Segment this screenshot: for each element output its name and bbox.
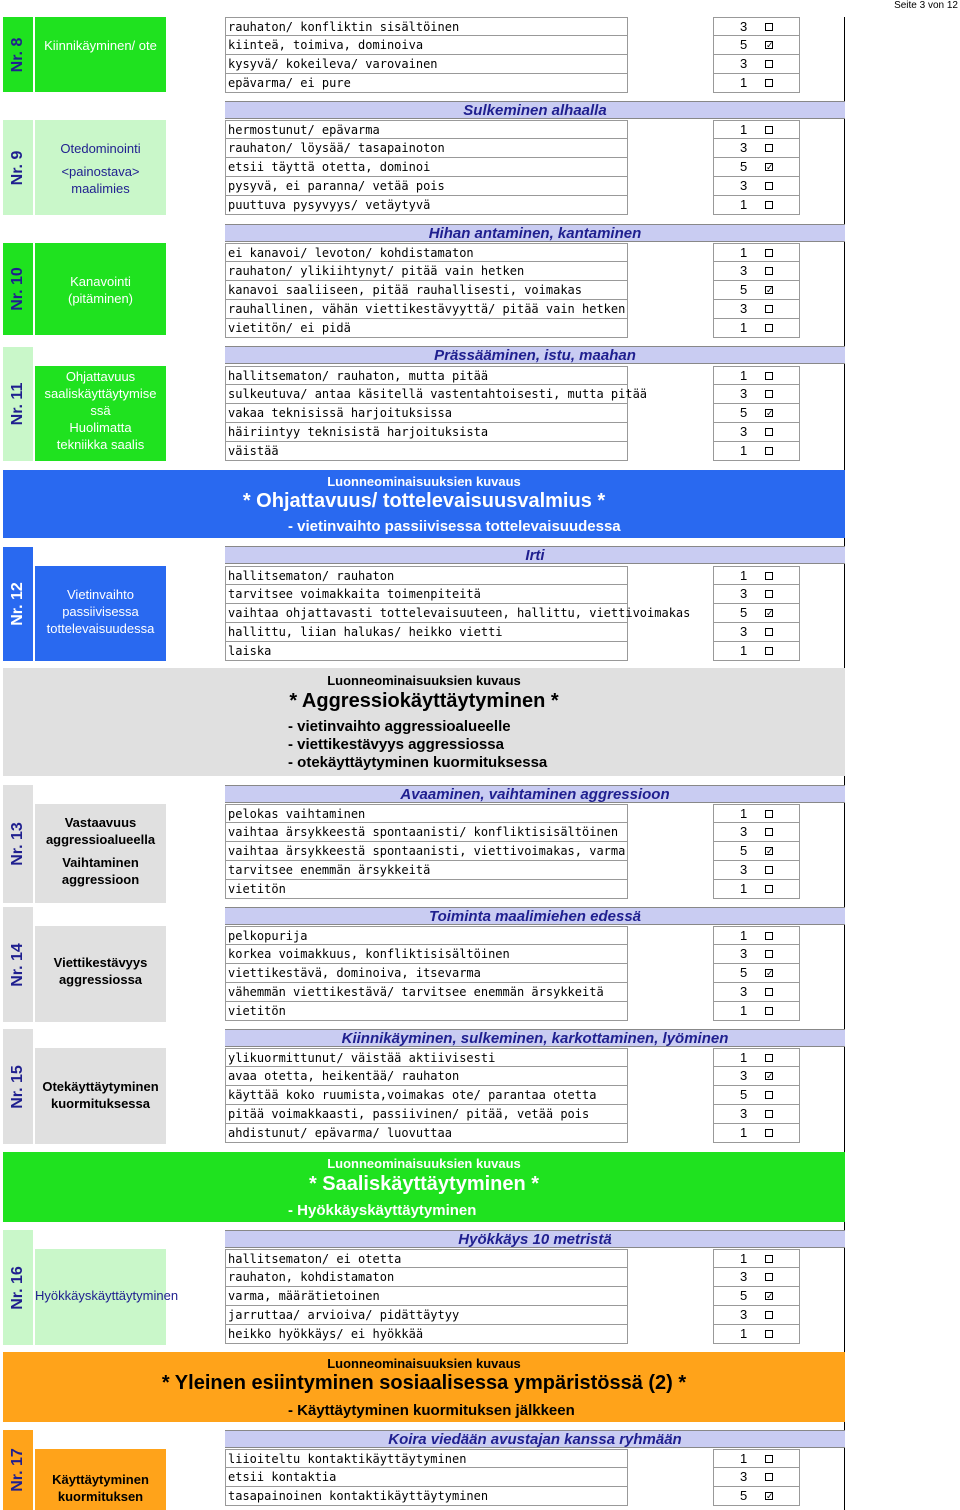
banner-line: - Hyökkäyskäyttäytyminen <box>288 1202 477 1219</box>
criterion-text: heikko hyökkäys/ ei hyökkää <box>225 1325 628 1344</box>
score-value: 1 <box>740 122 748 137</box>
criterion-text: hallitsematon/ ei otetta <box>225 1249 628 1268</box>
score-value: 1 <box>740 1326 748 1341</box>
score-cell <box>713 243 800 262</box>
criterion-text: kysyvä/ kokeileva/ varovainen <box>225 55 628 74</box>
test-step-header: Avaaminen, vaihtaminen aggressioon <box>225 785 845 803</box>
criterion-text: pelokas vaihtaminen <box>225 804 628 823</box>
score-cell <box>713 177 800 196</box>
section-label-line: maalimies <box>71 181 130 196</box>
section-number: Nr. 16 <box>9 1265 26 1310</box>
criterion-text: rauhaton, kohdistamaton <box>225 1268 628 1287</box>
section-label-line: tottelevaisuudessa <box>46 621 155 636</box>
section-number: Nr. 12 <box>9 582 26 626</box>
criterion-text: vähemmän viettikestävä/ tarvitsee enemmän ärsykkeitä <box>225 983 628 1002</box>
score-checkbox[interactable] <box>765 1255 773 1263</box>
test-step-header: Prässääminen, istu, maahan <box>225 346 845 364</box>
score-value: 5 <box>740 1288 748 1303</box>
score-cell <box>713 926 800 945</box>
score-cell <box>713 861 800 880</box>
banner-subtitle: Luonneominaisuuksien kuvaus <box>327 673 521 688</box>
score-value: 5 <box>740 282 748 297</box>
section-number-cell <box>3 243 33 335</box>
score-checkbox[interactable]: ✓ <box>766 1071 774 1081</box>
criterion-text: rauhaton/ konfliktin sisältöinen <box>225 17 628 36</box>
score-checkbox[interactable]: ✓ <box>766 408 774 418</box>
criterion-text: varma, määrätietoinen <box>225 1287 628 1306</box>
score-value: 3 <box>740 946 748 961</box>
criterion-text: rauhaton/ löysää/ tasapainoton <box>225 139 628 158</box>
criterion-text: epävarma/ ei pure <box>225 74 628 93</box>
section-label-line: Kiinnikäyminen/ ote <box>44 38 157 53</box>
score-checkbox[interactable] <box>765 866 773 874</box>
banner-line: - viettikestävyys aggressiossa <box>288 736 504 753</box>
score-checkbox[interactable] <box>765 590 773 598</box>
score-checkbox[interactable] <box>765 1311 773 1319</box>
score-cell <box>713 1287 800 1306</box>
score-checkbox[interactable] <box>765 1273 773 1281</box>
section-label-line: ssä <box>90 403 111 418</box>
criterion-text: rauhaton/ ylikiihtynyt/ pitää vain hetken <box>225 262 628 281</box>
score-value: 3 <box>740 862 748 877</box>
score-cell <box>713 1067 800 1086</box>
score-cell <box>713 1105 800 1124</box>
criterion-text: vietitön <box>225 880 628 899</box>
section-label-line: Otedominointi <box>60 141 141 156</box>
score-cell <box>713 1124 800 1143</box>
section-number-cell <box>3 907 33 1022</box>
score-checkbox[interactable] <box>765 447 773 455</box>
section-number: Nr. 17 <box>9 1448 26 1492</box>
score-cell <box>713 423 800 442</box>
banner-line: - vietinvaihto aggressioalueelle <box>288 718 511 735</box>
score-value: 1 <box>740 1125 748 1140</box>
score-value: 3 <box>740 386 748 401</box>
section-label-line: Hyökkäyskäyttäytyminen <box>35 1288 179 1303</box>
section-number-cell <box>3 1230 33 1345</box>
score-cell <box>713 385 800 404</box>
score-cell <box>713 196 800 215</box>
score-cell <box>713 139 800 158</box>
score-cell <box>713 566 800 585</box>
section-number: Nr. 10 <box>9 267 26 311</box>
score-cell <box>713 1002 800 1021</box>
test-step-header: Koira viedään avustajan kanssa ryhmään <box>225 1430 845 1448</box>
score-value: 1 <box>740 881 748 896</box>
banner-line: - vietinvaihto passiivisessa tottelevaisuudessa <box>288 518 621 535</box>
score-cell <box>713 880 800 899</box>
section-label-line: Otekäyttäytyminen <box>42 1079 159 1094</box>
score-value: 3 <box>740 424 748 439</box>
score-checkbox[interactable] <box>765 267 773 275</box>
score-cell <box>713 804 800 823</box>
score-value: 1 <box>740 806 748 821</box>
test-step-header: Sulkeminen alhaalla <box>225 101 845 119</box>
score-checkbox[interactable] <box>765 950 773 958</box>
section-label-line: Ohjattavuus <box>65 369 136 384</box>
score-value: 3 <box>740 586 748 601</box>
score-value: 1 <box>740 197 748 212</box>
score-value: 1 <box>740 643 748 658</box>
score-value: 3 <box>740 1068 748 1083</box>
section-number-cell <box>3 785 33 903</box>
criterion-text: hallitsematon/ rauhaton <box>225 566 628 585</box>
score-value: 5 <box>740 843 748 858</box>
criterion-text: pitää voimakkaasti, passiivinen/ pitää, vetää pois <box>225 1105 628 1124</box>
test-step-header: Irti <box>225 546 845 564</box>
score-checkbox[interactable] <box>765 126 773 134</box>
section-label-line: tekniikka saalis <box>56 437 145 452</box>
score-value: 1 <box>740 1251 748 1266</box>
test-step-header: Toiminta maalimiehen edessä <box>225 907 845 925</box>
score-checkbox[interactable] <box>765 144 773 152</box>
criterion-text: liioiteltu kontaktikäyttäytyminen <box>225 1449 628 1468</box>
score-value: 3 <box>740 1307 748 1322</box>
score-checkbox[interactable] <box>765 249 773 257</box>
score-checkbox[interactable] <box>765 932 773 940</box>
section-label-line: aggressioon <box>61 872 140 887</box>
score-checkbox[interactable] <box>765 1110 773 1118</box>
score-value: 1 <box>740 368 748 383</box>
score-value: 3 <box>740 984 748 999</box>
score-value: 1 <box>740 1451 748 1466</box>
score-cell <box>713 1449 800 1468</box>
score-checkbox[interactable] <box>765 79 773 87</box>
score-value: 1 <box>740 245 748 260</box>
section-label-cell <box>35 566 166 661</box>
score-cell <box>713 623 800 642</box>
criterion-text: vaihtaa ärsykkeestä spontaanisti/ konfliktisisältöinen <box>225 823 628 842</box>
score-value: 1 <box>740 320 748 335</box>
score-cell <box>713 983 800 1002</box>
section-label-line: Vaihtaminen <box>62 855 139 870</box>
section-number: Nr. 9 <box>9 150 26 185</box>
score-cell <box>713 442 800 461</box>
score-checkbox[interactable]: ✓ <box>766 40 774 50</box>
section-number: Nr. 15 <box>9 1064 26 1109</box>
criterion-text: viettikestävä, dominoiva, itsevarma <box>225 964 628 983</box>
section-label-cell <box>35 804 166 903</box>
section-number: Nr. 11 <box>9 382 26 426</box>
criterion-text: pelkopurija <box>225 926 628 945</box>
section-number-cell <box>3 120 33 215</box>
score-cell <box>713 55 800 74</box>
score-value: 1 <box>740 568 748 583</box>
score-value: 3 <box>740 263 748 278</box>
score-checkbox[interactable] <box>765 572 773 580</box>
banner-subtitle: Luonneominaisuuksien kuvaus <box>327 474 521 489</box>
score-checkbox[interactable] <box>765 324 773 332</box>
section-label-cell <box>35 1249 179 1345</box>
score-value: 5 <box>740 159 748 174</box>
score-checkbox[interactable] <box>765 1455 773 1463</box>
criterion-text: häiriintyy teknisistä harjoituksista <box>225 423 628 442</box>
score-value: 1 <box>740 75 748 90</box>
criterion-text: sulkeutuva/ antaa käsitellä vastentahtoisesti, mutta pitää <box>225 385 628 404</box>
criterion-text: ahdistunut/ epävarma/ luovuttaa <box>225 1124 628 1143</box>
score-checkbox[interactable]: ✓ <box>766 1491 774 1501</box>
score-cell <box>713 1306 800 1325</box>
section-number: Nr. 8 <box>9 37 26 72</box>
score-cell <box>713 366 800 385</box>
score-cell <box>713 823 800 842</box>
score-checkbox[interactable] <box>765 23 773 31</box>
score-value: 3 <box>740 824 748 839</box>
section-number: Nr. 14 <box>9 942 26 987</box>
criterion-text: korkea voimakkuus, konfliktisisältöinen <box>225 945 628 964</box>
criterion-text: kanavoi saaliiseen, pitää rauhallisesti, voimakas <box>225 281 628 300</box>
score-value: 3 <box>740 178 748 193</box>
score-checkbox[interactable]: ✓ <box>766 846 774 856</box>
score-cell <box>713 262 800 281</box>
section-number-cell <box>3 17 33 92</box>
score-cell <box>713 842 800 861</box>
score-value: 3 <box>740 56 748 71</box>
score-checkbox[interactable]: ✓ <box>766 1291 774 1301</box>
score-value: 1 <box>740 443 748 458</box>
banner-title: * Yleinen esiintyminen sosiaalisessa ympäristössä (2) * <box>161 1372 687 1394</box>
section-number-cell <box>3 347 33 461</box>
score-checkbox[interactable] <box>765 988 773 996</box>
banner-line: - otekäyttäytyminen kuormituksessa <box>288 754 548 771</box>
score-cell <box>713 1086 800 1105</box>
criterion-text: avaa otetta, heikentää/ rauhaton <box>225 1067 628 1086</box>
score-cell <box>713 17 800 36</box>
banner-title: * Ohjattavuus/ tottelevaisuusvalmius * <box>242 490 606 512</box>
score-checkbox[interactable]: ✓ <box>766 608 774 618</box>
criterion-text: vietitön <box>225 1002 628 1021</box>
section-label-line: <painostava> <box>61 164 140 179</box>
score-value: 5 <box>740 37 748 52</box>
description-banner <box>3 470 845 538</box>
score-checkbox[interactable] <box>765 1330 773 1338</box>
test-step-header: Kiinnikäyminen, sulkeminen, karkottaminen, lyöminen <box>225 1029 845 1047</box>
section-label-line: aggressiossa <box>58 972 143 987</box>
score-value: 3 <box>740 1269 748 1284</box>
score-cell <box>713 300 800 319</box>
criterion-text: ei kanavoi/ levoton/ kohdistamaton <box>225 243 628 262</box>
criterion-text: rauhallinen, vähän viettikestävyyttä/ pitää vain hetken <box>225 300 628 319</box>
score-checkbox[interactable] <box>765 390 773 398</box>
banner-line: - Käyttäytyminen kuormituksen jälkkeen <box>288 1402 575 1419</box>
banner-subtitle: Luonneominaisuuksien kuvaus <box>327 1156 521 1171</box>
section-label-cell <box>35 120 166 215</box>
score-cell <box>713 1249 800 1268</box>
score-value: 3 <box>740 19 748 34</box>
score-value: 5 <box>740 1488 748 1503</box>
score-value: 1 <box>740 1050 748 1065</box>
score-value: 5 <box>740 605 748 620</box>
score-cell <box>713 319 800 338</box>
section-label-cell <box>35 243 166 335</box>
score-cell <box>713 158 800 177</box>
section-label-line: Huolimatta <box>69 420 132 435</box>
score-cell <box>713 1325 800 1344</box>
score-checkbox[interactable] <box>765 1007 773 1015</box>
score-checkbox[interactable] <box>765 182 773 190</box>
test-step-header: Hyökkäys 10 metristä <box>225 1230 845 1248</box>
score-checkbox[interactable] <box>765 1129 773 1137</box>
score-value: 1 <box>740 1003 748 1018</box>
score-checkbox[interactable] <box>765 810 773 818</box>
section-label-line: kuormituksen <box>57 1489 144 1504</box>
score-checkbox[interactable] <box>765 647 773 655</box>
criterion-text: hermostunut/ epävarma <box>225 120 628 139</box>
score-checkbox[interactable] <box>765 1054 773 1062</box>
criterion-text: ylikuormittunut/ väistää aktiivisesti <box>225 1048 628 1067</box>
score-checkbox[interactable]: ✓ <box>766 968 774 978</box>
score-value: 5 <box>740 1087 748 1102</box>
section-number: Nr. 13 <box>9 822 26 866</box>
score-value: 1 <box>740 928 748 943</box>
score-cell <box>713 74 800 93</box>
section-label-cell <box>35 1048 166 1144</box>
section-label-line: passiivisessa <box>62 604 139 619</box>
criterion-text: hallitsematon/ rauhaton, mutta pitää <box>225 366 628 385</box>
description-banner <box>3 1352 845 1422</box>
criterion-text: kiinteä, toimiva, dominoiva <box>225 36 628 55</box>
score-cell <box>713 1268 800 1287</box>
score-value: 3 <box>740 624 748 639</box>
criterion-text: tasapainoinen kontaktikäyttäytyminen <box>225 1487 628 1506</box>
score-value: 3 <box>740 140 748 155</box>
criterion-text: vakaa teknisissä harjoituksissa <box>225 404 628 423</box>
score-checkbox[interactable] <box>765 628 773 636</box>
criterion-text: puuttuva pysyvyys/ vetäytyvä <box>225 196 628 215</box>
score-checkbox[interactable] <box>765 428 773 436</box>
criterion-text: vietitön/ ei pidä <box>225 319 628 338</box>
criterion-text: etsii kontaktia <box>225 1468 628 1487</box>
score-cell <box>713 604 800 623</box>
criterion-text: hallittu, liian halukas/ heikko vietti <box>225 623 628 642</box>
score-cell <box>713 120 800 139</box>
section-label-line: (pitäminen) <box>67 291 134 306</box>
section-number-cell <box>3 1430 33 1510</box>
criterion-text: vaihtaa ohjattavasti tottelevaisuuteen, hallittu, viettivoimakas <box>225 604 628 623</box>
criterion-text: tarvitsee voimakkaita toimenpiteitä <box>225 585 628 604</box>
score-cell <box>713 964 800 983</box>
score-checkbox[interactable]: ✓ <box>766 285 774 295</box>
score-cell <box>713 281 800 300</box>
section-label-line: Viettikestävyys <box>53 955 148 970</box>
score-value: 3 <box>740 301 748 316</box>
criterion-text: etsii täyttä otetta, dominoi <box>225 158 628 177</box>
criterion-text: jarruttaa/ arvioiva/ pidättäytyy <box>225 1306 628 1325</box>
test-step-header: Hihan antaminen, kantaminen <box>225 224 845 242</box>
banner-subtitle: Luonneominaisuuksien kuvaus <box>327 1356 521 1371</box>
score-cell <box>713 585 800 604</box>
section-label-line: Käyttäytyminen <box>52 1472 149 1487</box>
score-checkbox[interactable] <box>765 885 773 893</box>
score-cell <box>713 945 800 964</box>
score-value: 5 <box>740 405 748 420</box>
score-checkbox[interactable]: ✓ <box>766 162 774 172</box>
criterion-text: väistää <box>225 442 628 461</box>
section-label-cell <box>35 17 166 92</box>
banner-title: * Saaliskäyttäytyminen * <box>308 1173 540 1195</box>
section-number-cell <box>3 547 33 661</box>
criterion-text: käyttää koko ruumista,voimakas ote/ parantaa otetta <box>225 1086 628 1105</box>
criterion-text: pysyvä, ei paranna/ vetää pois <box>225 177 628 196</box>
page-number: Seite 3 von 12 <box>894 0 958 11</box>
score-checkbox[interactable] <box>765 828 773 836</box>
section-label-line: kuormituksessa <box>51 1096 150 1111</box>
description-banner <box>3 1152 845 1222</box>
section-label-line: Kanavointi <box>70 274 131 289</box>
score-value: 3 <box>740 1469 748 1484</box>
section-label-cell <box>35 1449 166 1510</box>
score-value: 5 <box>740 965 748 980</box>
score-checkbox[interactable] <box>765 201 773 209</box>
score-checkbox[interactable] <box>765 372 773 380</box>
score-cell <box>713 404 800 423</box>
description-banner <box>3 668 845 776</box>
section-number-cell <box>3 1029 33 1144</box>
score-checkbox[interactable] <box>765 1473 773 1481</box>
score-cell <box>713 1487 800 1506</box>
section-label-cell <box>35 366 166 461</box>
criterion-text: tarvitsee enemmän ärsykkeitä <box>225 861 628 880</box>
score-cell <box>713 1048 800 1067</box>
score-cell <box>713 36 800 55</box>
section-label-line: Vietinvaihto <box>67 587 134 602</box>
score-checkbox[interactable] <box>765 60 773 68</box>
banner-title: * Aggressiokäyttäytyminen * <box>289 690 559 712</box>
score-value: 3 <box>740 1106 748 1121</box>
score-checkbox[interactable] <box>765 305 773 313</box>
section-label-line: Vastaavuus <box>64 815 137 830</box>
section-label-line: aggressioalueella <box>45 832 156 847</box>
score-cell <box>713 642 800 661</box>
section-label-cell <box>35 926 166 1022</box>
criterion-text: vaihtaa ärsykkeestä spontaanisti, viettivoimakas, varma <box>225 842 628 861</box>
section-label-line: saaliskäyttäytymise <box>44 386 157 401</box>
score-checkbox[interactable] <box>765 1091 773 1099</box>
score-cell <box>713 1468 800 1487</box>
criterion-text: laiska <box>225 642 628 661</box>
